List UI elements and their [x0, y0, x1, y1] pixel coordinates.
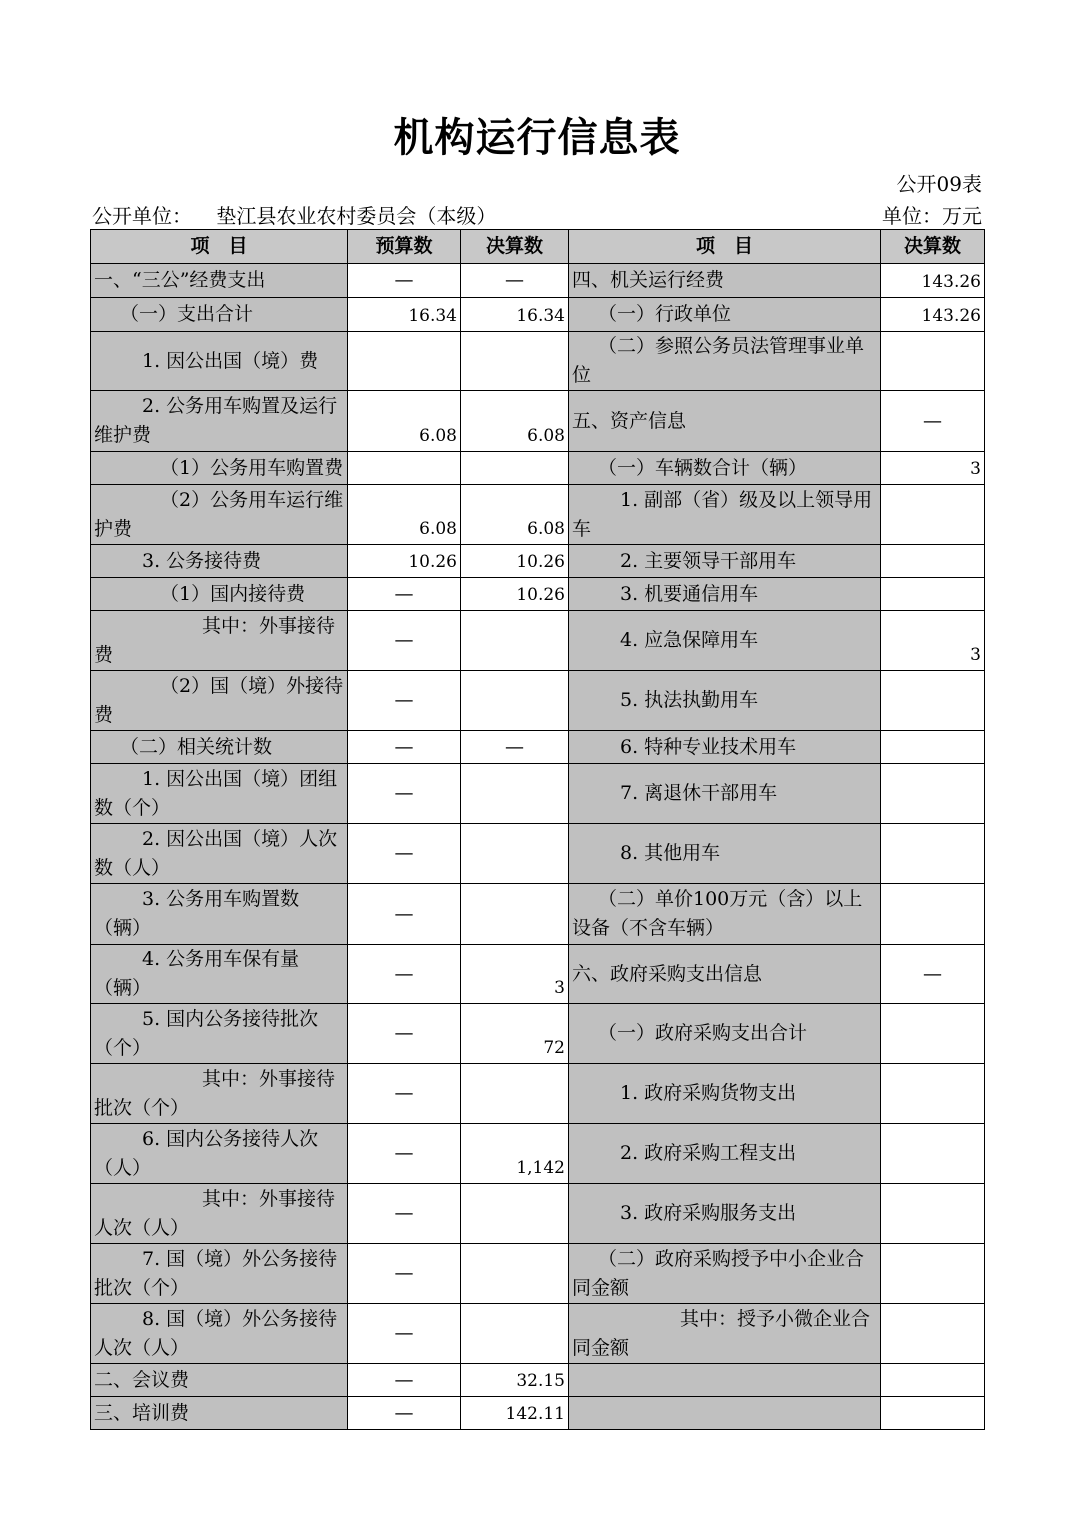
left-item-cell: （2）公务用车运行维护费	[91, 485, 348, 545]
final-cell: 3	[461, 945, 569, 1004]
right-final-cell	[881, 731, 985, 764]
table-row	[91, 264, 985, 298]
budget-cell: —	[348, 764, 461, 824]
final-cell: 142.11	[461, 1397, 569, 1430]
money-unit: 单位：万元	[882, 204, 982, 228]
budget-cell: —	[348, 884, 461, 945]
table-row	[91, 945, 985, 1004]
final-cell: 72	[461, 1004, 569, 1064]
table-row	[91, 1397, 985, 1430]
right-final-cell	[881, 764, 985, 824]
left-item-cell: 其中：外事接待人次（人）	[91, 1184, 348, 1244]
left-item-cell: 二、会议费	[91, 1364, 348, 1397]
table-row	[91, 824, 985, 884]
budget-cell: 10.26	[348, 545, 461, 578]
table-row	[91, 671, 985, 731]
left-item-cell: 4. 公务用车保有量（辆）	[91, 945, 348, 1004]
right-item-cell	[569, 1397, 881, 1430]
budget-cell: —	[348, 578, 461, 611]
right-final-cell: —	[881, 945, 985, 1004]
left-item-cell: （2）国（境）外接待费	[91, 671, 348, 731]
final-cell	[461, 332, 569, 391]
right-final-cell	[881, 578, 985, 611]
right-item-cell: 5. 执法执勤用车	[569, 671, 881, 731]
budget-cell	[348, 452, 461, 485]
unit-name: 垫江县农业农村委员会（本级）	[216, 204, 497, 228]
table-row	[91, 1244, 985, 1304]
final-cell: —	[461, 731, 569, 764]
budget-cell: —	[348, 1304, 461, 1364]
table-row	[91, 452, 985, 485]
left-item-cell: 2. 因公出国（境）人次数（人）	[91, 824, 348, 884]
right-final-cell	[881, 545, 985, 578]
right-item-cell: 8. 其他用车	[569, 824, 881, 884]
left-item-cell: 5. 国内公务接待批次（个）	[91, 1004, 348, 1064]
table-row	[91, 1304, 985, 1364]
right-final-cell	[881, 332, 985, 391]
table-row	[91, 1124, 985, 1184]
right-item-cell: 4. 应急保障用车	[569, 611, 881, 671]
left-item-cell: （1）国内接待费	[91, 578, 348, 611]
right-final-cell	[881, 671, 985, 731]
table-row	[91, 485, 985, 545]
final-cell: —	[461, 264, 569, 298]
unit-label: 公开单位：	[92, 204, 192, 228]
left-item-cell: 其中：外事接待费	[91, 611, 348, 671]
left-item-cell: （1）公务用车购置费	[91, 452, 348, 485]
header-row	[91, 230, 985, 264]
budget-cell: —	[348, 1397, 461, 1430]
right-item-cell: 3. 政府采购服务支出	[569, 1184, 881, 1244]
budget-cell: —	[348, 1004, 461, 1064]
budget-cell: —	[348, 731, 461, 764]
table-row	[91, 1004, 985, 1064]
right-item-cell: 1. 副部（省）级及以上领导用车	[569, 485, 881, 545]
left-item-cell: 3. 公务用车购置数（辆）	[91, 884, 348, 945]
right-final-cell: —	[881, 391, 985, 452]
budget-cell: 6.08	[348, 485, 461, 545]
table-row	[91, 764, 985, 824]
budget-cell: —	[348, 1124, 461, 1184]
right-final-cell	[881, 884, 985, 945]
header-right-final: 决算数	[881, 230, 985, 264]
right-final-cell: 3	[881, 452, 985, 485]
right-item-cell: （一）车辆数合计（辆）	[569, 452, 881, 485]
final-cell: 6.08	[461, 391, 569, 452]
right-item-cell: （二）政府采购授予中小企业合同金额	[569, 1244, 881, 1304]
budget-cell: —	[348, 671, 461, 731]
budget-cell: —	[348, 1364, 461, 1397]
table-row	[91, 545, 985, 578]
table-row	[91, 578, 985, 611]
final-cell	[461, 1244, 569, 1304]
final-cell	[461, 671, 569, 731]
right-item-cell: （二）参照公务员法管理事业单位	[569, 332, 881, 391]
right-item-cell	[569, 1364, 881, 1397]
table-row	[91, 884, 985, 945]
unit-line	[92, 200, 982, 229]
right-final-cell: 143.26	[881, 298, 985, 332]
table-row	[91, 1364, 985, 1397]
right-item-cell: （二）单价100万元（含）以上设备（不含车辆）	[569, 884, 881, 945]
left-item-cell: 1. 因公出国（境）费	[91, 332, 348, 391]
table-row	[91, 1184, 985, 1244]
header-final: 决算数	[461, 230, 569, 264]
right-final-cell	[881, 1064, 985, 1124]
budget-cell: —	[348, 1184, 461, 1244]
left-item-cell: （一）支出合计	[91, 298, 348, 332]
final-cell	[461, 824, 569, 884]
info-table	[90, 229, 985, 1430]
final-cell: 1,142	[461, 1124, 569, 1184]
header-budget: 预算数	[348, 230, 461, 264]
final-cell	[461, 1304, 569, 1364]
right-final-cell	[881, 824, 985, 884]
right-item-cell: 1. 政府采购货物支出	[569, 1064, 881, 1124]
right-final-cell	[881, 485, 985, 545]
right-item-cell: 2. 政府采购工程支出	[569, 1124, 881, 1184]
left-item-cell: 其中：外事接待批次（个）	[91, 1064, 348, 1124]
final-cell: 16.34	[461, 298, 569, 332]
final-cell	[461, 452, 569, 485]
budget-cell: 6.08	[348, 391, 461, 452]
right-final-cell	[881, 1397, 985, 1430]
right-item-cell: 3. 机要通信用车	[569, 578, 881, 611]
page-title: 机构运行信息表	[393, 115, 681, 161]
final-cell	[461, 764, 569, 824]
header-left-item: 项 目	[91, 230, 348, 264]
right-final-cell	[881, 1304, 985, 1364]
form-number: 公开09表	[896, 172, 982, 196]
budget-cell: —	[348, 264, 461, 298]
budget-cell: 16.34	[348, 298, 461, 332]
right-item-cell: 六、政府采购支出信息	[569, 945, 881, 1004]
right-item-cell: 7. 离退休干部用车	[569, 764, 881, 824]
right-item-cell: （一）政府采购支出合计	[569, 1004, 881, 1064]
budget-cell	[348, 332, 461, 391]
final-cell: 6.08	[461, 485, 569, 545]
right-final-cell	[881, 1364, 985, 1397]
final-cell	[461, 1064, 569, 1124]
final-cell	[461, 611, 569, 671]
table-row	[91, 1064, 985, 1124]
left-item-cell: 2. 公务用车购置及运行维护费	[91, 391, 348, 452]
left-item-cell: 8. 国（境）外公务接待人次（人）	[91, 1304, 348, 1364]
final-cell	[461, 1184, 569, 1244]
left-item-cell: 三、培训费	[91, 1397, 348, 1430]
right-item-cell: 6. 特种专业技术用车	[569, 731, 881, 764]
table-row	[91, 731, 985, 764]
left-item-cell: 一、“三公”经费支出	[91, 264, 348, 298]
budget-cell: —	[348, 824, 461, 884]
left-item-cell: 1. 因公出国（境）团组数（个）	[91, 764, 348, 824]
budget-cell: —	[348, 1064, 461, 1124]
right-item-cell: 五、资产信息	[569, 391, 881, 452]
right-final-cell: 143.26	[881, 264, 985, 298]
right-final-cell	[881, 1184, 985, 1244]
budget-cell: —	[348, 1244, 461, 1304]
table-row	[91, 611, 985, 671]
table-row	[91, 391, 985, 452]
table-row	[91, 332, 985, 391]
left-item-cell: 6. 国内公务接待人次（人）	[91, 1124, 348, 1184]
left-item-cell: 3. 公务接待费	[91, 545, 348, 578]
right-final-cell: 3	[881, 611, 985, 671]
final-cell: 32.15	[461, 1364, 569, 1397]
right-item-cell: （一）行政单位	[569, 298, 881, 332]
final-cell: 10.26	[461, 545, 569, 578]
right-item-cell: 四、机关运行经费	[569, 264, 881, 298]
final-cell: 10.26	[461, 578, 569, 611]
right-item-cell: 2. 主要领导干部用车	[569, 545, 881, 578]
budget-cell: —	[348, 611, 461, 671]
table-row	[91, 298, 985, 332]
final-cell	[461, 884, 569, 945]
left-item-cell: 7. 国（境）外公务接待批次（个）	[91, 1244, 348, 1304]
table-body	[91, 264, 985, 1430]
left-item-cell: （二）相关统计数	[91, 731, 348, 764]
right-item-cell: 其中：授予小微企业合同金额	[569, 1304, 881, 1364]
budget-cell: —	[348, 945, 461, 1004]
right-final-cell	[881, 1124, 985, 1184]
right-final-cell	[881, 1244, 985, 1304]
right-final-cell	[881, 1004, 985, 1064]
header-right-item: 项 目	[569, 230, 881, 264]
